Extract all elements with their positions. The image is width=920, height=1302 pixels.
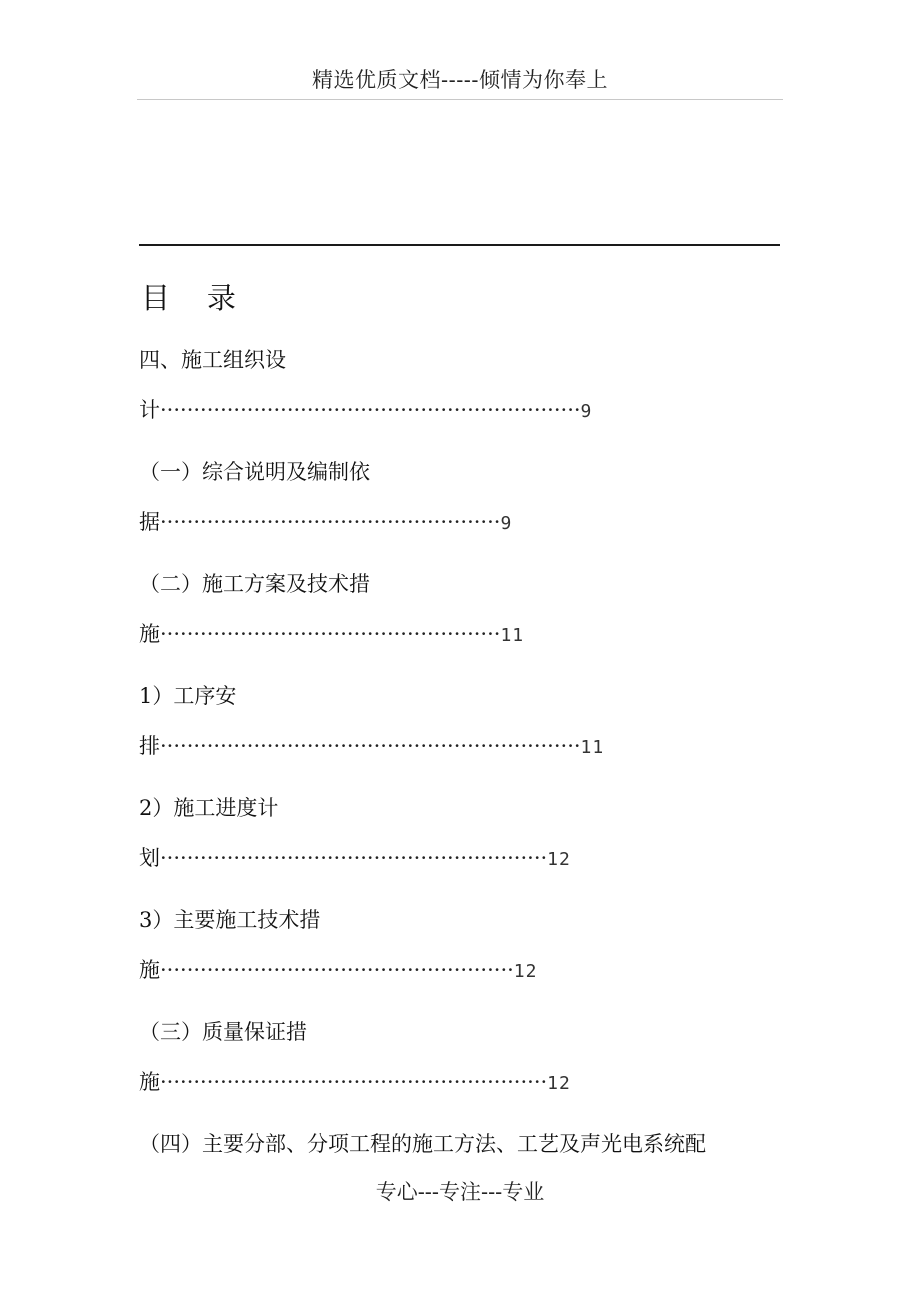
toc-entry-2-page: 9	[500, 513, 513, 534]
toc-entry-2-title[interactable]: （一）综合说明及编制依	[139, 460, 370, 484]
page-header-text: 精选优质文档-----倾情为你奉上	[312, 68, 608, 92]
toc-entry-2-leader[interactable]	[139, 508, 512, 538]
dot-leader: ·······························································	[160, 734, 581, 758]
toc-entry-7-page: 12	[547, 1073, 571, 1094]
toc-entry-8-title[interactable]: （四）主要分部、分项工程的施工方法、工艺及声光电系统配	[139, 1132, 706, 1156]
toc-entry-6-title-cont: 施	[139, 958, 160, 982]
toc-entry-4-leader[interactable]	[139, 732, 604, 762]
dot-leader: ··························································	[160, 846, 548, 870]
dot-leader: ···················································	[160, 510, 501, 534]
page-footer-text: 专心---专注---专业	[375, 1180, 545, 1204]
toc-entry-6-title[interactable]: 3）主要施工技术措	[139, 908, 321, 932]
toc-entry-1-title[interactable]: 四、施工组织设	[139, 348, 286, 372]
toc-entry-4-title[interactable]: 1）工序安	[139, 684, 237, 708]
toc-entry-3-title[interactable]: （二）施工方案及技术措	[139, 572, 370, 596]
toc-entry-7-title-cont: 施	[139, 1070, 160, 1094]
toc-entry-4-title-cont: 排	[139, 734, 160, 758]
dot-leader: ··························································	[160, 1070, 548, 1094]
toc-entry-3-page: 11	[500, 625, 525, 646]
toc-entry-7-title[interactable]: （三）质量保证措	[139, 1020, 307, 1044]
dot-leader: ·····················································	[160, 958, 514, 982]
toc-entry-1-title-cont: 计	[139, 398, 160, 422]
toc-entry-1-leader[interactable]	[139, 396, 592, 426]
toc-entry-5-leader[interactable]	[139, 844, 571, 874]
content-top-rule	[139, 244, 780, 246]
toc-entry-2-title-cont: 据	[139, 510, 160, 534]
toc-entry-5-title[interactable]: 2）施工进度计	[139, 796, 279, 820]
toc-entry-6-page: 12	[513, 961, 538, 982]
toc-entry-6-leader[interactable]	[139, 956, 537, 986]
toc-entry-5-title-cont: 划	[139, 846, 160, 870]
toc-entry-3-leader[interactable]	[139, 620, 524, 650]
dot-leader: ·······························································	[160, 398, 581, 422]
toc-entry-1-page: 9	[580, 401, 593, 422]
toc-entry-4-page: 11	[580, 737, 605, 758]
toc-entry-3-title-cont: 施	[139, 622, 160, 646]
toc-entry-5-page: 12	[547, 849, 571, 870]
toc-entry-7-leader[interactable]	[139, 1068, 571, 1098]
header-divider	[137, 99, 783, 100]
toc-title: 目 录	[141, 281, 236, 315]
dot-leader: ···················································	[160, 622, 501, 646]
